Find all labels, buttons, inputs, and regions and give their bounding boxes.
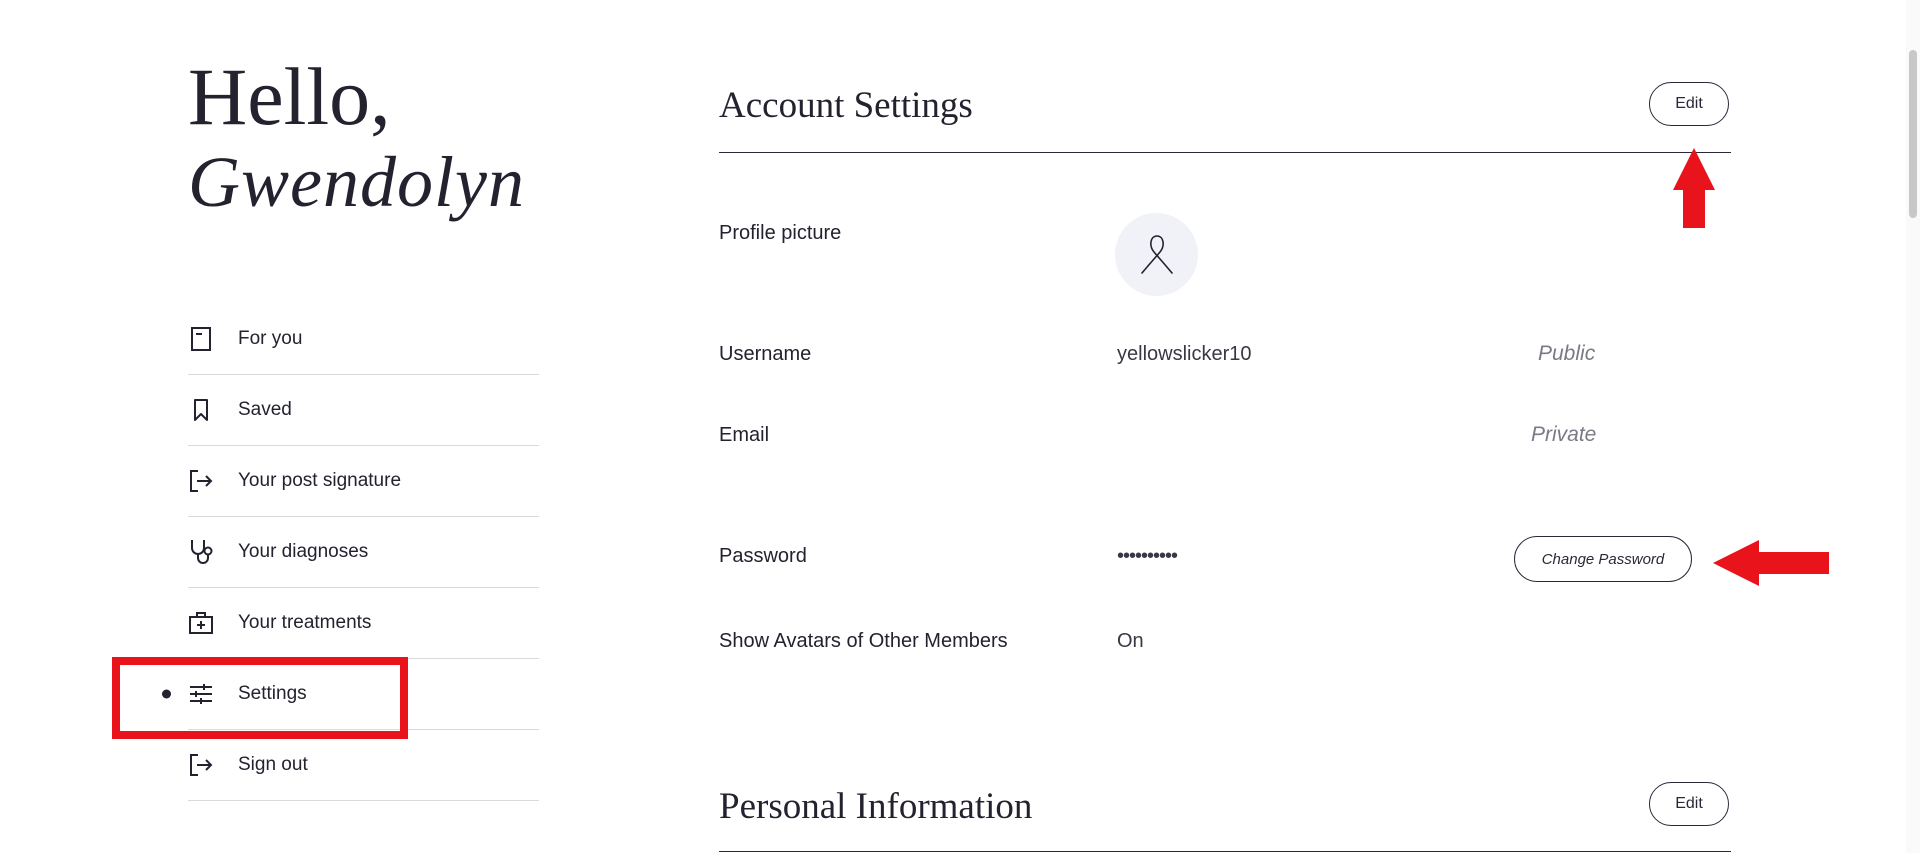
- sidebar-item-label: For you: [238, 328, 303, 349]
- sidebar-item-saved[interactable]: [188, 375, 539, 446]
- scrollbar-thumb[interactable]: [1909, 50, 1917, 218]
- profile-picture-label: Profile picture: [719, 222, 842, 244]
- account-settings-title: Account Settings: [719, 85, 973, 126]
- document-icon: [188, 326, 214, 352]
- annotation-left-arrow: [1713, 540, 1829, 586]
- stethoscope-icon: [188, 539, 214, 565]
- sign-out-icon: [188, 752, 214, 778]
- sidebar-item-sign-out[interactable]: [188, 730, 539, 801]
- annotation-highlight-box: [112, 657, 408, 739]
- password-label: Password: [719, 545, 807, 567]
- username-value: yellowslicker10: [1117, 343, 1252, 365]
- bookmark-icon: [188, 397, 214, 423]
- sidebar-item-label: Sign out: [238, 754, 308, 775]
- avatar: [1115, 213, 1198, 296]
- sign-out-arrow-icon: [188, 468, 214, 494]
- sidebar-item-label: Settings: [238, 683, 307, 704]
- change-password-button[interactable]: Change Password: [1514, 536, 1692, 582]
- greeting: [188, 51, 525, 222]
- greeting-hello: Hello,: [188, 51, 391, 142]
- personal-information-edit-button[interactable]: Edit: [1649, 782, 1729, 826]
- show-avatars-label: Show Avatars of Other Members: [719, 630, 1008, 652]
- account-settings-divider: [719, 152, 1731, 153]
- sidebar-item-post-signature[interactable]: [188, 446, 539, 517]
- account-settings-edit-button[interactable]: Edit: [1649, 82, 1729, 126]
- sidebar-item-label: Your post signature: [238, 470, 402, 491]
- sidebar-item-diagnoses[interactable]: [188, 517, 539, 588]
- sidebar-item-label: Saved: [238, 399, 292, 420]
- email-visibility: Private: [1531, 423, 1597, 446]
- medical-kit-icon: [188, 610, 214, 636]
- greeting-name: Gwendolyn: [188, 142, 525, 222]
- user-icon: [1132, 230, 1182, 280]
- sidebar-item-for-you[interactable]: [188, 304, 539, 375]
- sidebar-item-label: Your treatments: [238, 612, 372, 633]
- personal-information-divider: [719, 851, 1731, 852]
- password-value: ••••••••••: [1117, 545, 1178, 567]
- username-label: Username: [719, 343, 812, 365]
- username-visibility: Public: [1538, 342, 1596, 365]
- sidebar-item-treatments[interactable]: [188, 588, 539, 659]
- annotation-up-arrow: [1673, 148, 1715, 228]
- scrollbar-track[interactable]: [1906, 0, 1920, 853]
- email-label: Email: [719, 424, 770, 446]
- personal-information-title: Personal Information: [719, 786, 1033, 827]
- sidebar-item-label: Your diagnoses: [238, 541, 369, 562]
- show-avatars-value: On: [1117, 630, 1144, 652]
